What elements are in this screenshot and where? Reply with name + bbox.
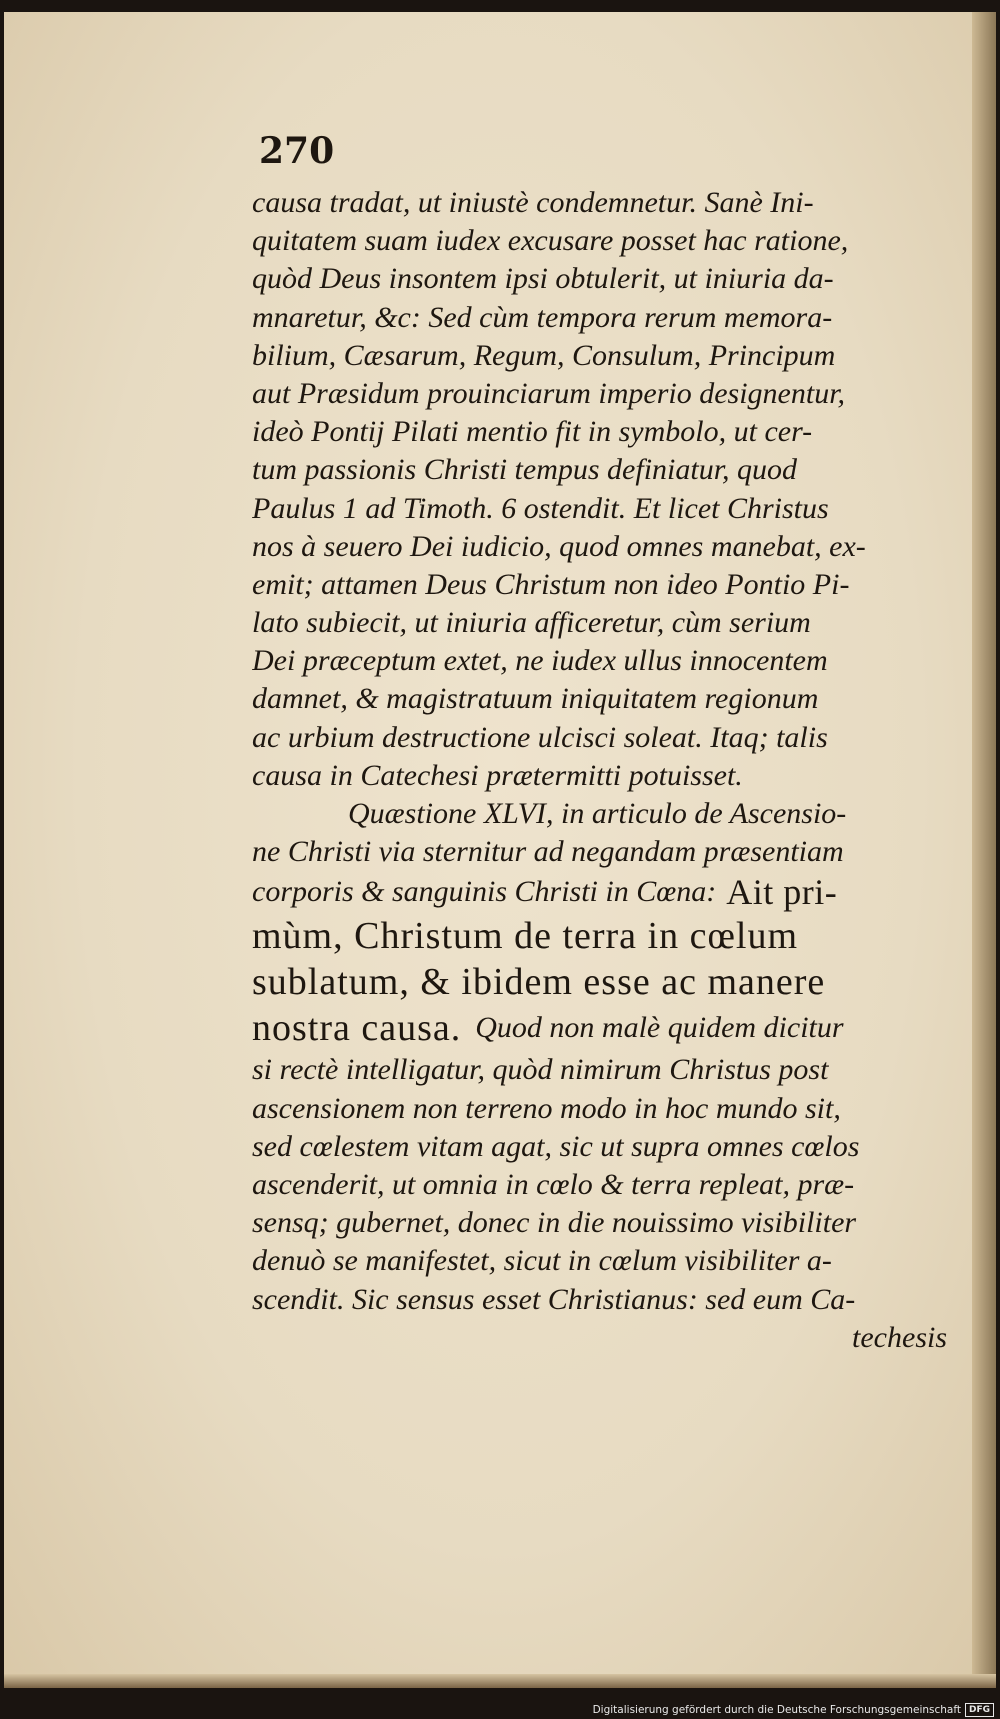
line-text: bilium, Cæsarum, Regum, Consulum, Principum (252, 338, 836, 372)
text-line (252, 222, 947, 260)
text-line (252, 260, 947, 298)
text-line (252, 337, 947, 375)
body-text (252, 184, 947, 1357)
page-number: 270 (259, 130, 335, 172)
book-page (4, 12, 996, 1688)
line-text: ne Christi via sternitur ad negandam præsentiam (252, 835, 844, 869)
text-line (252, 795, 947, 833)
text-line (252, 528, 947, 566)
line-text: mùm, Christum de terra in cœlum (252, 915, 799, 958)
line-text: ac urbium destructione ulcisci soleat. Itaq; talis (252, 720, 828, 754)
text-line (252, 757, 947, 795)
line-text: Dei præceptum extet, ne iudex ullus innocentem (252, 644, 828, 678)
line-text: corporis & sanguinis Christi in Cœna: (252, 875, 717, 909)
line-text: denuò se manifestet, sicut in cœlum visibiliter a- (252, 1244, 832, 1278)
line-text: causa tradat, ut iniustè condemnetur. Sanè Ini- (252, 186, 814, 219)
text-line (252, 1281, 947, 1319)
text-line (252, 913, 947, 959)
credit-text: Digitalisierung gefördert durch die Deutsche Forschungsgemeinschaft (592, 1704, 961, 1716)
text-line (252, 1005, 947, 1051)
line-text: Paulus 1 ad Timoth. 6 ostendit. Et licet Christus (252, 491, 829, 525)
text-line (252, 1166, 947, 1204)
line-text: nos à seuero Dei iudicio, quod omnes manebat, ex- (252, 529, 866, 563)
page-bottom-edge (4, 1674, 996, 1688)
line-text: quitatem suam iudex excusare posset hac ratione, (252, 224, 849, 258)
line-roman-tail: Ait pri- (726, 872, 838, 913)
text-line (252, 299, 947, 337)
text-line (252, 959, 947, 1005)
line-text: nostra causa. (252, 1007, 462, 1050)
text-line (252, 566, 947, 604)
text-line (252, 719, 947, 757)
line-text: sed cœlestem vitam agat, sic ut supra omnes cœlos (252, 1129, 860, 1163)
text-line (252, 1051, 947, 1089)
text-line (252, 184, 947, 222)
text-line (252, 871, 947, 913)
text-line (252, 1128, 947, 1166)
line-text: si rectè intelligatur, quòd nimirum Christus post (252, 1053, 829, 1087)
line-text: quòd Deus insontem ipsi obtulerit, ut iniuria da- (252, 262, 834, 296)
line-text: damnet, & magistratuum iniquitatem regionum (252, 682, 819, 716)
text-line (252, 680, 947, 718)
line-text: aut Præsidum prouinciarum imperio designentur, (252, 376, 846, 410)
text-line (252, 375, 947, 413)
line-text: causa in Catechesi prætermitti potuisset. (252, 758, 743, 792)
text-line (252, 1090, 947, 1128)
line-text: emit; attamen Deus Christum non ideo Pontio Pi- (252, 567, 850, 601)
text-line (252, 642, 947, 680)
text-line (252, 413, 947, 451)
catchword: techesis (852, 1320, 947, 1354)
text-line (252, 604, 947, 642)
line-text: scendit. Sic sensus esset Christianus: sed eum Ca- (252, 1282, 856, 1316)
text-line (252, 1242, 947, 1280)
text-line (252, 833, 947, 871)
book-spine-edge (972, 12, 996, 1688)
line-text: sublatum, & ibidem esse ac manere (252, 961, 826, 1004)
line-text: ideò Pontij Pilati mentio fit in symbolo, ut cer- (252, 415, 813, 449)
line-text: ascensionem non terreno modo in hoc mundo sit, (252, 1091, 841, 1125)
digitization-credit (593, 1703, 994, 1717)
line-text: Quæstione XLVI, in articulo de Ascensio- (348, 797, 847, 830)
line-italic-tail: Quod non malè quidem dicitur (475, 1011, 844, 1045)
line-text: tum passionis Christi tempus definiatur, quod (252, 453, 798, 487)
line-text: lato subiecit, ut iniuria afficeretur, cùm serium (252, 606, 811, 640)
dfg-logo: DFG (965, 1703, 994, 1717)
line-text: mnaretur, &c: Sed cùm tempora rerum memora- (252, 300, 833, 334)
line-text: ascenderit, ut omnia in cœlo & terra repleat, præ- (252, 1167, 855, 1201)
line-text: sensq; gubernet, donec in die nouissimo visibiliter (252, 1206, 857, 1240)
text-line (252, 451, 947, 489)
text-line (252, 490, 947, 528)
text-line (252, 1204, 947, 1242)
